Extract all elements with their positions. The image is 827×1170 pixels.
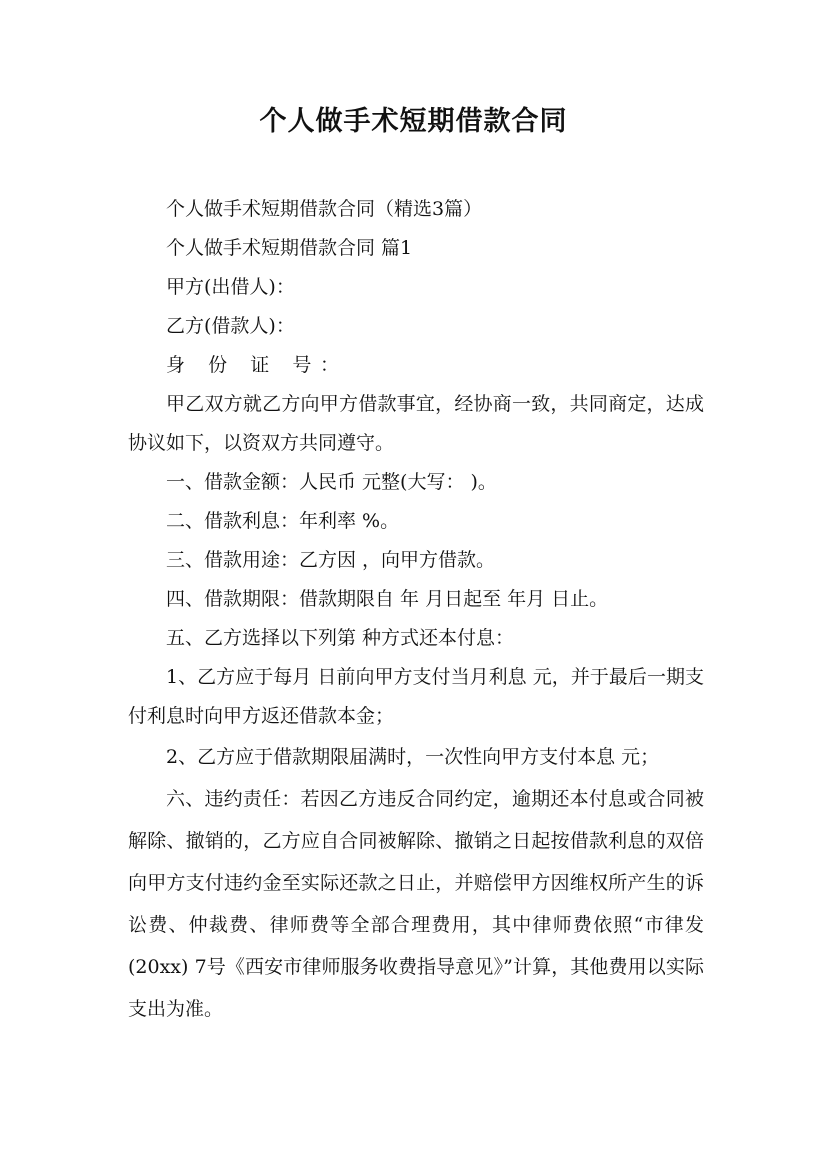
paragraph-lender: 甲方(出借人)：: [166, 276, 295, 298]
paragraph-id-number: 身 份 证 号：: [166, 354, 348, 376]
paragraph-clause-interest: 二、借款利息：年利率 %。: [166, 510, 400, 532]
paragraph-clause-liability: 六、违约责任：若因乙方违反合同约定，逾期还本付息或合同被解除、撤销的，乙方应自合同被解除、撤销之日起按借款利息的双倍向甲方支付违约金至实际还款之日止，并赔偿甲方因维权所产生的诉讼费、仲裁费、律师费等全部合理费用，其中律师费依照“市律发(20xx) 7号《西安市律师服务收费指导意见》”计算，其他费用以实际支出为准。: [128, 788, 704, 1020]
paragraph-clause-repayment: 五、乙方选择以下列第 种方式还本付息：: [166, 627, 515, 649]
paragraph-clause-term: 四、借款期限：借款期限自 年 月日起至 年月 日止。: [166, 588, 609, 610]
paragraph-section-heading: 个人做手术短期借款合同 篇1: [166, 237, 413, 259]
paragraph-clause-purpose: 三、借款用途：乙方因 ，向甲方借款。: [166, 549, 496, 571]
paragraph-repayment-option-2: 2、乙方应于借款期限届满时，一次性向甲方支付本息 元；: [166, 746, 660, 768]
paragraph-subtitle: 个人做手术短期借款合同（精选3篇）: [166, 198, 483, 220]
document-body: [128, 190, 704, 1030]
paragraph-clause-amount: 一、借款金额：人民币 元整(大写： )。: [166, 471, 497, 493]
paragraph-agreement-intro: 甲乙双方就乙方向甲方借款事宜，经协商一致，共同商定，达成协议如下，以资双方共同遵守。: [128, 393, 704, 454]
paragraph-borrower: 乙方(借款人)：: [166, 315, 295, 337]
paragraph-repayment-option-1: 1、乙方应于每月 日前向甲方支付当月利息 元，并于最后一期支付利息时向甲方返还借款本金；: [128, 666, 704, 727]
document-title: 个人做手术短期借款合同: [259, 106, 568, 137]
